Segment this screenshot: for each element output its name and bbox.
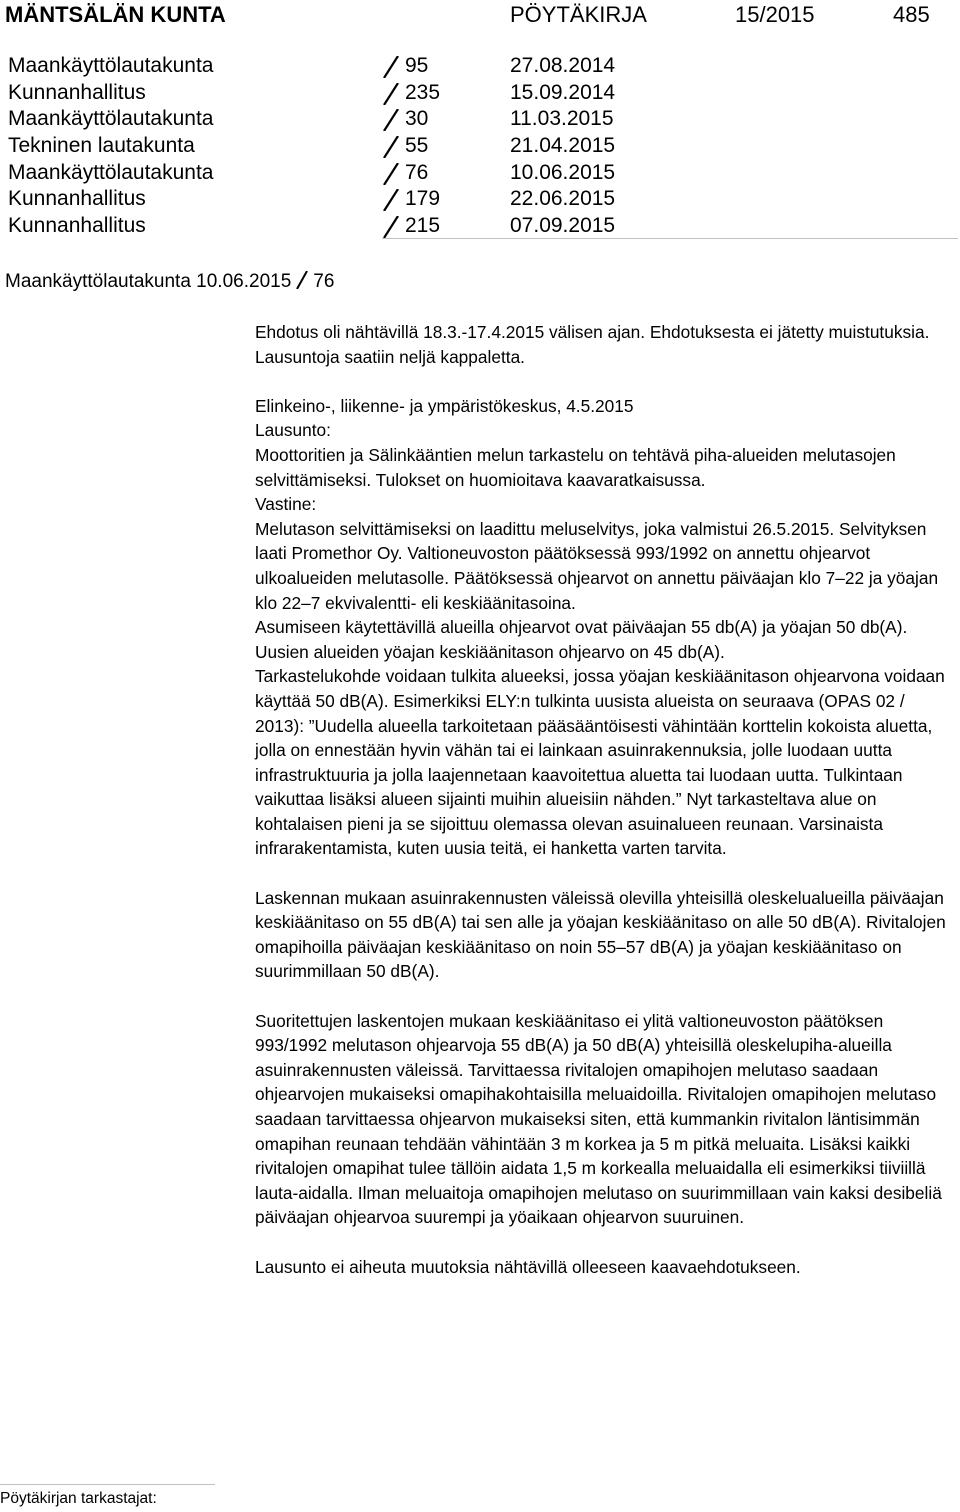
paragraph: Ehdotus oli nähtävillä 18.3.-17.4.2015 välisen ajan. Ehdotuksesta ei jätetty muistutuksia. Lausuntoja saatiin neljä kappaletta. bbox=[255, 322, 930, 367]
history-body: Maankäyttölautakunta bbox=[8, 107, 214, 131]
history-body: Kunnanhallitus bbox=[8, 214, 146, 238]
paragraph: Asumiseen käytettävillä alueilla ohjearvot ovat päiväajan 55 db(A) ja yöajan 50 db(A). Uusien alueiden yöajan keskiäänitason ohjearvo on 45 db(A). bbox=[255, 617, 908, 662]
section-title-number: 76 bbox=[313, 271, 335, 292]
document-header bbox=[0, 0, 960, 30]
history-row bbox=[0, 54, 960, 81]
section-title bbox=[5, 271, 334, 295]
paragraph-spacer bbox=[255, 861, 955, 886]
history-section: 30 bbox=[405, 107, 429, 131]
history-body: Tekninen lautakunta bbox=[8, 134, 195, 158]
history-row bbox=[0, 214, 960, 241]
history-body: Kunnanhallitus bbox=[8, 187, 146, 211]
history-section: 215 bbox=[405, 214, 441, 238]
section-sign-icon bbox=[382, 216, 400, 244]
history-body: Maankäyttölautakunta bbox=[8, 54, 214, 77]
document-body bbox=[255, 320, 955, 1279]
history-section: 179 bbox=[405, 187, 441, 211]
paragraph: Tarkastelukohde voidaan tulkita alueeksi, jossa yöajan keskiäänitason ohjearvona voidaan käyttää 50 dB(A). Esimerkiksi ELY:n tulkinta uusista alueista on seuraava (OPAS 02 / 2013): ”Uudella alueella tarkoitetaan pääsääntöisesti vähintään korttelin kokoista aluetta, jolla on ennestään hyvin vähän tai ei lainkaan asuinrakennuksia, jolle luodaan uutta infrastruktuuria ja jolla laajennetaan kaavoitettua aluetta tai luodaan uutta. Tulkintaan vaikuttaa lisäksi alueen sijainti muihin alueisiin nähden.” Nyt tarkasteltava alue on kohtalaisen pieni ja se sijoittuu olemassa olevan asuinalueen reunaan. Varsinaista infrarakentamista, kuten uusia teitä, ei hanketta varten tarvita. bbox=[255, 666, 945, 859]
history-row bbox=[0, 134, 960, 161]
paragraph-spacer bbox=[255, 984, 955, 1009]
processing-history bbox=[0, 54, 960, 241]
history-section: 95 bbox=[405, 54, 429, 77]
history-body: Kunnanhallitus bbox=[8, 80, 146, 104]
paragraph: Melutason selvittämiseksi on laadittu meluselvitys, joka valmistui 26.5.2015. Selvityksen laati Promethor Oy. Valtioneuvoston päätöksessä 993/1992 on annettu ohjearvot ulkoalueiden melutasolle. Päätöksessä ohjearvot on annettu päiväajan klo 7–22 ja yöajan klo 22–7 ekvivalentti- eli keskiäänitasoina. bbox=[255, 518, 939, 613]
municipality-name: MÄNTSÄLÄN KUNTA bbox=[5, 2, 226, 27]
paragraph: Moottoritien ja Sälinkääntien melun tarkastelu on tehtävä piha-alueiden melutasojen selvittämiseksi. Tulokset on huomioitava kaavaratkaisussa. bbox=[255, 444, 896, 490]
footer-inspectors-label: Pöytäkirjan tarkastajat: bbox=[0, 1490, 157, 1507]
paragraph: Laskennan mukaan asuinrakennusten väleissä olevilla yhteisillä oleskelualueilla päiväajan keskiäänitaso on 55 dB(A) tai sen alle ja yöajan keskiäänitaso on alle 50 dB(A). Rivitalojen omapihoilla päiväajan keskiäänitaso on noin 55–57 dB(A) ja yöajan keskiäänitaso on suurimmillaan 50 dB(A). bbox=[255, 887, 946, 982]
section-sign-icon bbox=[295, 271, 309, 295]
history-date: 15.09.2014 bbox=[510, 80, 616, 104]
paragraph: Vastine: bbox=[255, 494, 317, 515]
history-date: 21.04.2015 bbox=[510, 134, 616, 158]
paragraph: Elinkeino-, liikenne- ja ympäristökeskus, 4.5.2015 bbox=[255, 395, 634, 416]
paragraph: Lausunto: bbox=[255, 420, 331, 441]
paragraph-spacer bbox=[255, 1230, 955, 1255]
history-date: 27.08.2014 bbox=[510, 54, 616, 77]
history-row bbox=[0, 161, 960, 188]
history-section: 55 bbox=[405, 134, 429, 158]
section-title-body-date: Maankäyttölautakunta 10.06.2015 bbox=[5, 271, 292, 292]
history-date: 10.06.2015 bbox=[510, 160, 616, 184]
history-date: 11.03.2015 bbox=[510, 107, 614, 131]
history-section: 76 bbox=[405, 160, 429, 184]
page-number: 485 bbox=[893, 2, 930, 27]
footer-divider bbox=[0, 1484, 215, 1485]
document-type: PÖYTÄKIRJA bbox=[510, 2, 647, 27]
history-divider bbox=[382, 238, 958, 239]
history-section: 235 bbox=[405, 80, 441, 104]
history-row bbox=[0, 107, 960, 134]
history-row bbox=[0, 81, 960, 108]
paragraph: Suoritettujen laskentojen mukaan keskiäänitaso ei ylitä valtioneuvoston päätöksen 993/1992 melutason ohjearvoja 55 dB(A) ja 50 dB(A) yhteisillä oleskelupiha-alueilla asuinrakennusten väleissä. Tarvittaessa rivitalojen omapihojen melutaso saadaan ohjearvojen mukaiseksi omapihakohtaisilla meluaidoilla. Rivitalojen omapihojen melutaso saadaan tarvittaessa ohjearvon mukaiseksi siten, että kummankin rivitalon läntisimmän omapihan reunaan tehdään vähintään 3 m korkea ja 5 m pitkä meluaita. Lisäksi kaikki rivitalojen omapihat tulee tällöin aidata 1,5 m korkealla meluaidalla eli esimerkiksi tiiviillä lauta-aidalla. Ilman meluaitoja omapihojen melutaso on suurimmillaan vain kaksi desibeliä päiväajan ohjearvoa suurempi ja yöaikaan ohjearvon suuruinen. bbox=[255, 1010, 942, 1228]
minutes-number: 15/2015 bbox=[735, 2, 815, 27]
paragraph: Lausunto ei aiheuta muutoksia nähtävillä olleeseen kaavaehdotukseen. bbox=[255, 1256, 801, 1277]
history-row bbox=[0, 187, 960, 214]
history-date: 22.06.2015 bbox=[510, 187, 616, 211]
history-body: Maankäyttölautakunta bbox=[8, 160, 214, 184]
paragraph-spacer bbox=[255, 369, 955, 394]
history-date: 07.09.2015 bbox=[510, 214, 616, 238]
